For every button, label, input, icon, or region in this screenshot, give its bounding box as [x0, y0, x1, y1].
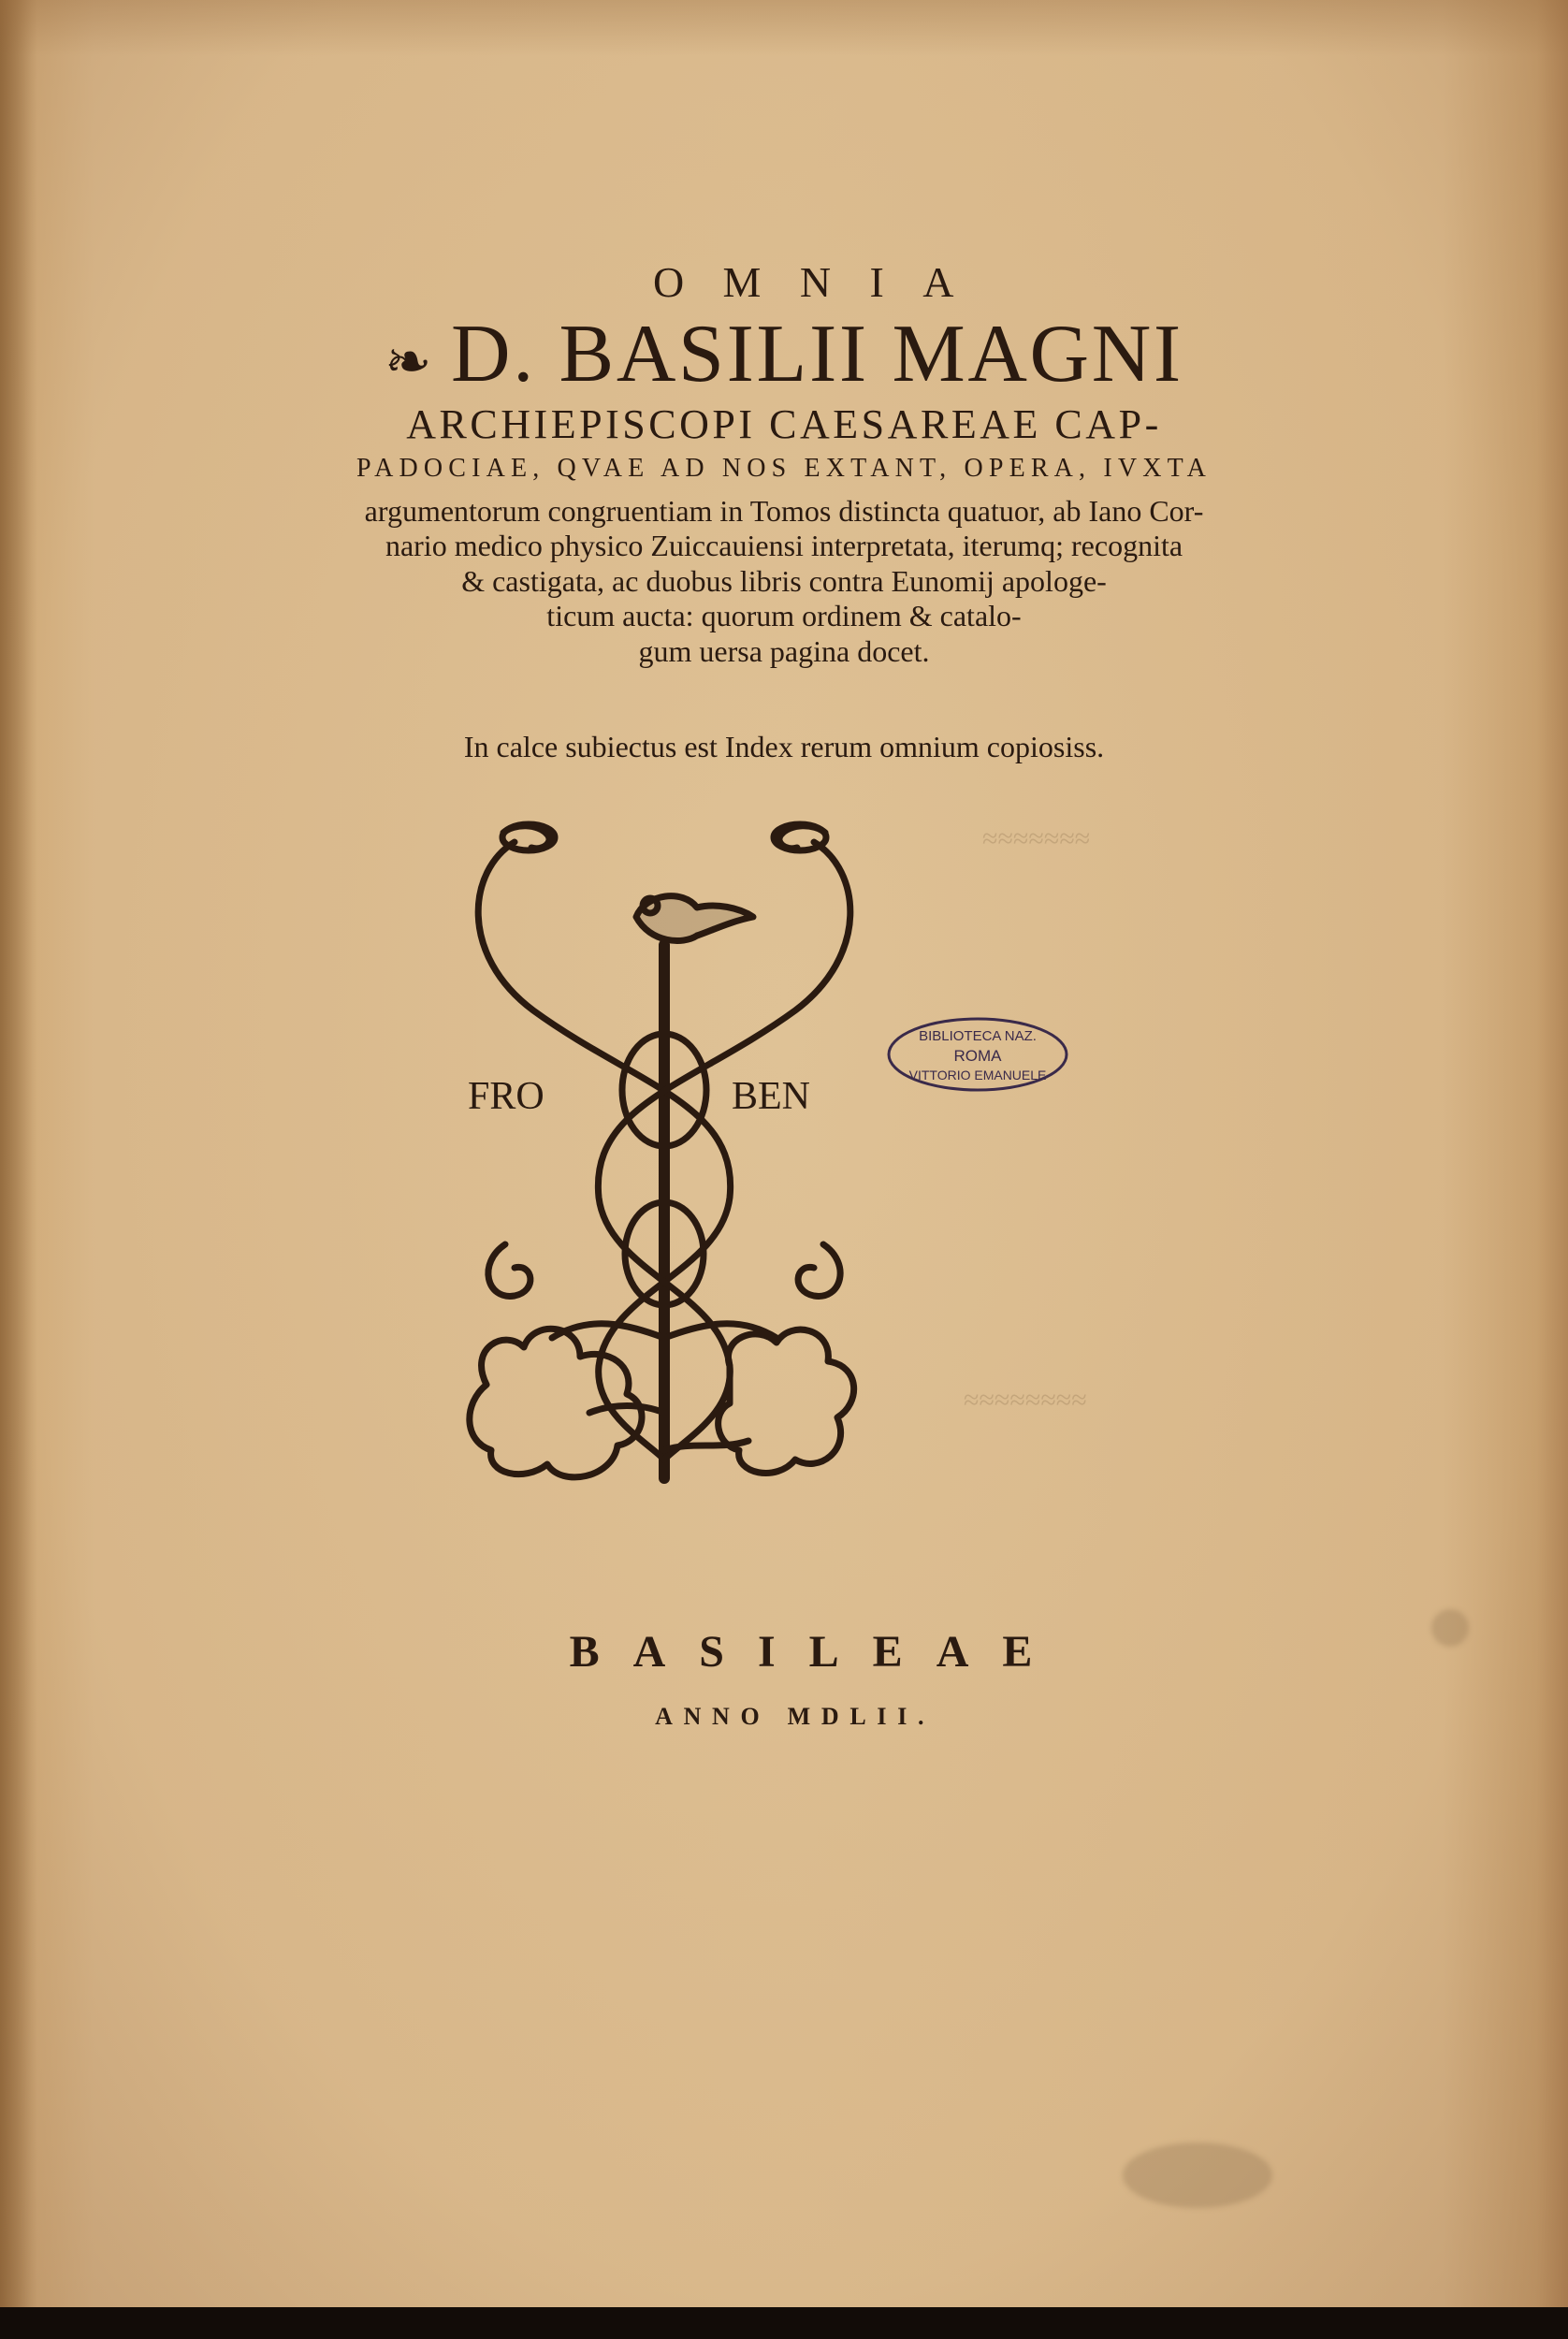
author-name: D. BASILII MAGNI [451, 309, 1183, 400]
printer-device-caduceus [449, 805, 879, 1525]
description-line: argumentorum congruentiam in Tomos distincta quatuor, ab Iano Cor- [364, 494, 1204, 528]
description-line: nario medico physico Zuiccauiensi interpretata, iterumq; recognita [385, 529, 1183, 563]
stamp-name: VITTORIO EMANUELE [908, 1068, 1047, 1082]
device-label-left: FRO [468, 1075, 544, 1118]
description-block [0, 494, 1568, 669]
author-line [0, 309, 1568, 400]
description-line: & castigata, ac duobus libris contra Eunomij apologe- [461, 563, 1107, 598]
title-omnia: OMNIA [652, 258, 993, 306]
scan-bottom-border [0, 2307, 1568, 2339]
bleed-through-text: ≈≈≈≈≈≈≈ [982, 823, 1091, 854]
device-label-right: BEN [732, 1075, 810, 1118]
description-line: ticum aucta: quorum ordinem & catalo- [546, 599, 1022, 633]
description-line: gum uersa pagina docet. [638, 633, 930, 668]
title-line-padociae: PADOCIAE, QVAE AD NOS EXTANT, OPERA, IVXTA [356, 454, 1212, 483]
index-note: In calce subiectus est Index rerum omnium copiosiss. [463, 730, 1105, 763]
stamp-city: ROMA [953, 1047, 1002, 1065]
library-stamp [884, 1012, 1071, 1097]
imprint-year: ANNO MDLII. [655, 1703, 936, 1730]
imprint-place: BASILEAE [569, 1627, 1067, 1677]
title-line-archiepiscopi: ARCHIEPISCOPI CAESAREAE CAP- [406, 401, 1162, 447]
fleuron-icon: ❧ [385, 330, 435, 393]
stain [1123, 2143, 1272, 2208]
bleed-through-text: ≈≈≈≈≈≈≈≈ [964, 1385, 1087, 1416]
stamp-library: BIBLIOTECA NAZ. [919, 1028, 1037, 1044]
